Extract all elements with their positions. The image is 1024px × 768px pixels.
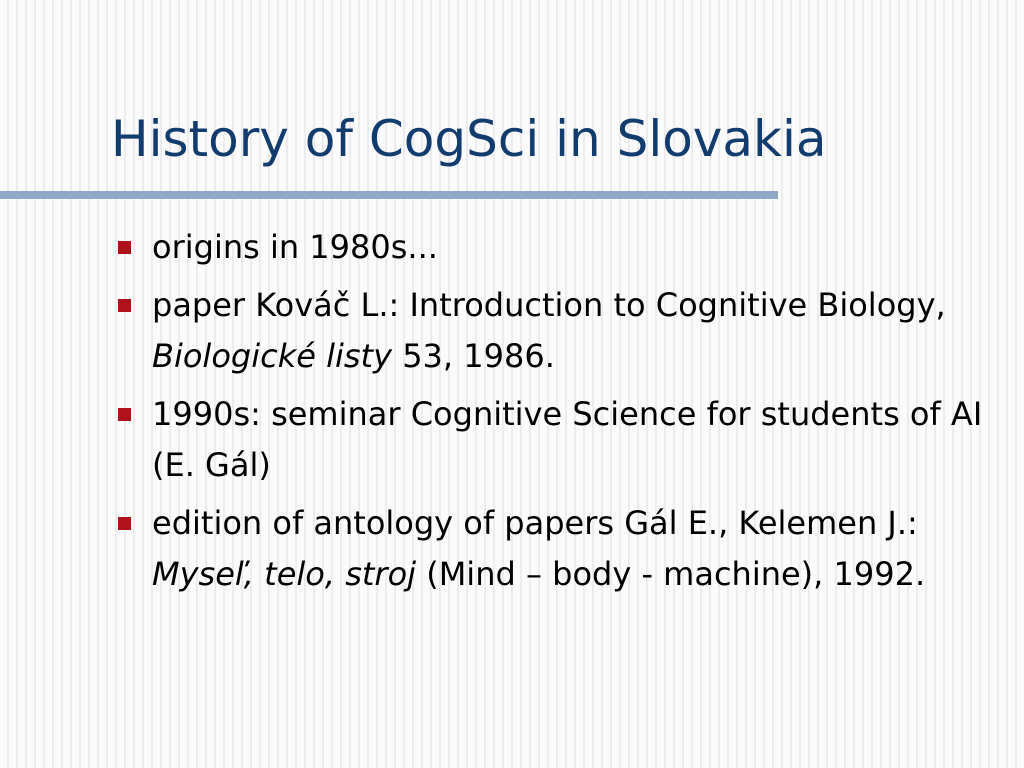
bullet-item xyxy=(110,389,1010,491)
bullet-text-part: (Mind – body - machine), 1992. xyxy=(416,555,926,593)
slide-title: History of CogSci in Slovakia xyxy=(111,110,827,168)
bullet-item xyxy=(110,222,1010,273)
book-title: Myseľ, telo, stroj xyxy=(152,555,417,593)
bullet-list xyxy=(110,222,1010,607)
title-underline xyxy=(0,191,778,199)
bullet-text xyxy=(152,389,1010,491)
bullet-text-part: 53, 1986. xyxy=(392,337,555,375)
bullet-item xyxy=(110,280,1010,382)
bullet-text-part: paper Kováč L.: Introduction to Cognitive Biology, xyxy=(152,286,946,324)
bullet-text-part: 1990s: seminar Cognitive Science for students of AI (E. Gál) xyxy=(152,395,983,484)
square-bullet-icon xyxy=(118,517,131,530)
square-bullet-icon xyxy=(118,299,131,312)
bullet-text xyxy=(152,280,1010,382)
bullet-text xyxy=(152,498,1010,600)
square-bullet-icon xyxy=(118,408,131,421)
square-bullet-icon xyxy=(118,241,131,254)
bullet-text xyxy=(152,222,1010,273)
bullet-text-part: origins in 1980s... xyxy=(152,228,438,266)
journal-title: Biologické listy xyxy=(152,337,393,375)
bullet-text-part: edition of antology of papers Gál E., Kelemen J.: xyxy=(152,504,918,542)
bullet-item xyxy=(110,498,1010,600)
